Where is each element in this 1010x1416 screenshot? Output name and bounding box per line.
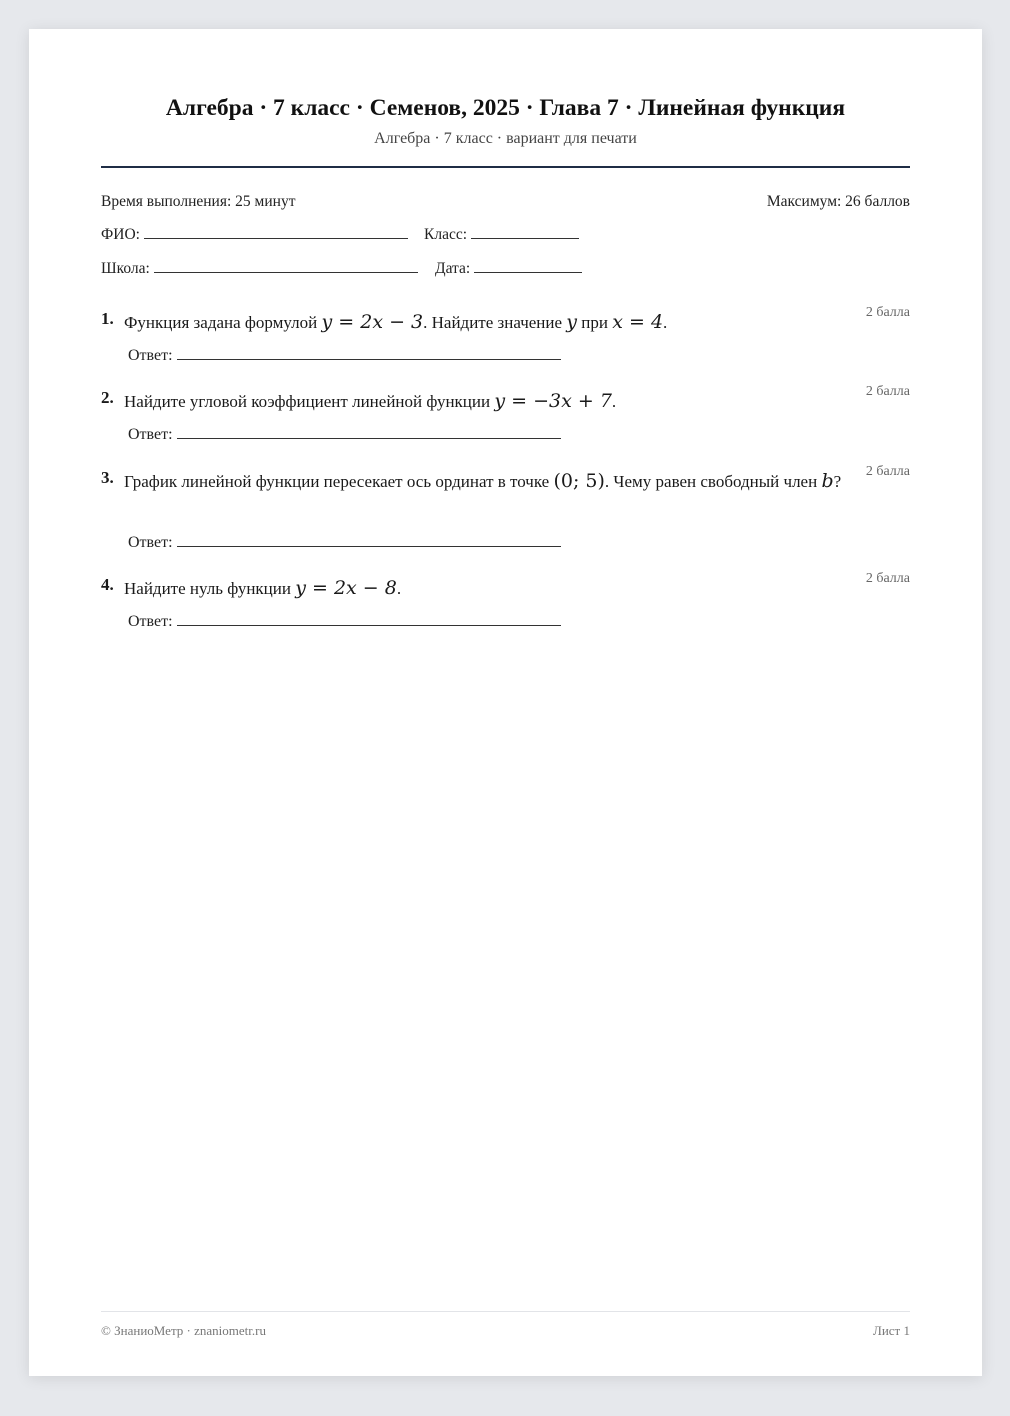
question-text xyxy=(124,468,859,495)
answer-label: Ответ: xyxy=(128,534,173,551)
text-part: . xyxy=(396,579,402,598)
page-subtitle: Алгебра · 7 класс · вариант для печати xyxy=(374,130,637,147)
student-fields-row-1 xyxy=(101,226,910,246)
student-fields-row-2 xyxy=(101,260,910,280)
question-points: 2 балла xyxy=(865,305,910,320)
question-text xyxy=(124,575,859,602)
school-line xyxy=(154,260,418,273)
school-field xyxy=(101,260,418,278)
fio-field xyxy=(101,226,408,244)
answer-field xyxy=(128,347,561,365)
time-limit: Время выполнения: 25 минут xyxy=(101,193,296,210)
text-part: Функция задана формулой xyxy=(124,313,322,332)
worksheet-page xyxy=(29,29,982,1376)
answer-line xyxy=(177,613,561,626)
question-number: 2. xyxy=(101,388,114,407)
answer-field xyxy=(128,613,561,631)
footer-copyright: © ЗнаниоМетр · znaniometr.ru xyxy=(101,1323,266,1338)
footer-sheet-number: Лист 1 xyxy=(873,1323,910,1338)
class-field xyxy=(424,226,579,244)
page-content xyxy=(101,29,910,1376)
text-part: Найдите нуль функции xyxy=(124,579,296,598)
math-variable: y xyxy=(566,311,578,333)
date-line xyxy=(474,260,582,273)
question-points: 2 балла xyxy=(865,384,910,399)
page-title: Алгебра · 7 класс · Семенов, 2025 · Глава 7 · Линейная функция xyxy=(165,95,846,121)
question-number: 3. xyxy=(101,468,114,487)
text-part: при xyxy=(577,313,613,332)
math-variable: b xyxy=(821,470,834,492)
question-points: 2 балла xyxy=(865,571,910,586)
math-formula: y = 2x − 3 xyxy=(321,311,424,333)
math-formula: x = 4 xyxy=(612,311,664,333)
answer-line xyxy=(177,426,561,439)
answer-line xyxy=(177,534,561,547)
date-label: Дата: xyxy=(435,260,471,277)
answer-field xyxy=(128,534,561,552)
answer-label: Ответ: xyxy=(128,347,173,364)
school-label: Школа: xyxy=(101,260,150,277)
text-part: ? xyxy=(833,472,842,491)
header-divider xyxy=(101,166,910,168)
math-point: (0; 5) xyxy=(553,470,605,492)
class-label: Класс: xyxy=(424,226,468,243)
question-text xyxy=(124,309,859,336)
answer-line xyxy=(177,347,561,360)
class-line xyxy=(471,226,579,239)
text-part: График линейной функции пересекает ось ординат в точке xyxy=(124,472,554,491)
question-number: 4. xyxy=(101,575,114,594)
math-formula: y = −3x + 7 xyxy=(494,390,612,412)
text-part: . xyxy=(611,392,617,411)
math-formula: y = 2x − 8 xyxy=(295,577,397,599)
date-field xyxy=(435,260,582,278)
answer-label: Ответ: xyxy=(128,426,173,443)
max-score: Максимум: 26 баллов xyxy=(766,193,910,210)
text-part: . Найдите значение xyxy=(423,313,567,332)
text-part: Найдите угловой коэффициент линейной функции xyxy=(124,392,495,411)
answer-field xyxy=(128,426,561,444)
question-number: 1. xyxy=(101,309,114,328)
text-part: . Чему равен свободный член xyxy=(604,472,822,491)
question-text xyxy=(124,388,859,415)
footer-divider xyxy=(101,1311,910,1312)
fio-line xyxy=(144,226,408,239)
answer-label: Ответ: xyxy=(128,613,173,630)
question-points: 2 балла xyxy=(865,464,910,479)
text-part: . xyxy=(663,313,668,332)
fio-label: ФИО: xyxy=(101,226,140,243)
